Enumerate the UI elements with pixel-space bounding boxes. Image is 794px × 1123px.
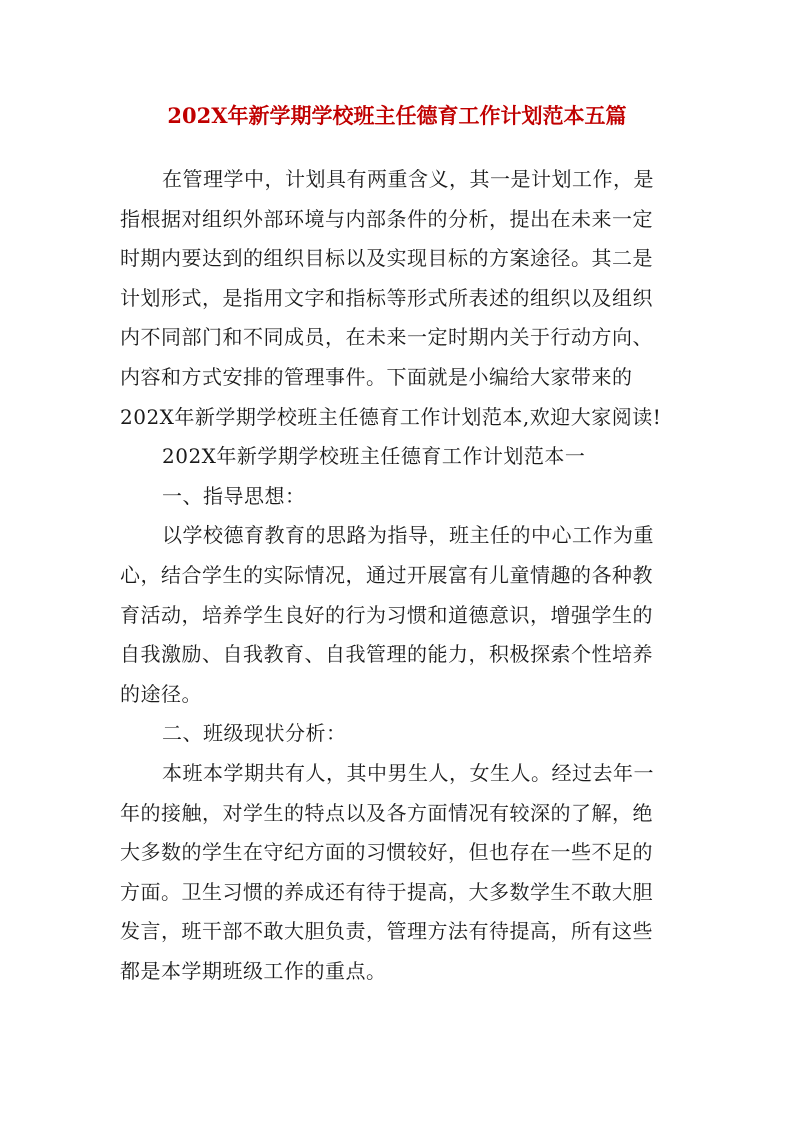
paragraph-line: 时期内要达到的组织目标以及实现目标的方案途径。其二是: [120, 246, 653, 271]
paragraph-line: 大多数的学生在守纪方面的习惯较好，但也存在一些不足的: [120, 840, 653, 865]
paragraph-line: 以学校德育教育的思路为指导，班主任的中心工作为重: [162, 523, 654, 548]
paragraph-line: 发言，班干部不敢大胆负责，管理方法有待提高，所有这些: [120, 919, 653, 944]
paragraph-line: 指根据对组织外部环境与内部条件的分析，提出在未来一定: [120, 206, 653, 231]
section-heading: 202X年新学期学校班主任德育工作计划范本一: [162, 444, 586, 469]
paragraph-line: 育活动，培养学生良好的行为习惯和道德意识，增强学生的: [120, 602, 653, 627]
paragraph-line: 计划形式，是指用文字和指标等形式所表述的组织以及组织: [120, 285, 653, 310]
paragraph-line: 本班本学期共有人，其中男生人，女生人。经过去年一: [162, 760, 654, 785]
document-title: 202X年新学期学校班主任德育工作计划范本五篇: [167, 103, 627, 128]
paragraph-line: 内容和方式安排的管理事件。下面就是小编给大家带来的: [120, 364, 633, 389]
paragraph-line: 内不同部门和不同成员，在未来一定时期内关于行动方向、: [120, 325, 653, 350]
paragraph-line: 自我激励、自我教育、自我管理的能力，积极探索个性培养: [120, 642, 653, 667]
document-body: [120, 160, 675, 991]
section-heading: 二、班级现状分析：: [162, 721, 347, 746]
section-heading: 一、指导思想：: [162, 483, 306, 508]
paragraph-line: 在管理学中，计划具有两重含义，其一是计划工作，是: [162, 167, 654, 191]
paragraph-line: 202X年新学期学校班主任德育工作计划范本,欢迎大家阅读!: [120, 404, 662, 429]
paragraph-line: 的途径。: [120, 681, 202, 706]
paragraph-line: 都是本学期班级工作的重点。: [120, 958, 387, 983]
paragraph-line: 方面。卫生习惯的养成还有待于提高，大多数学生不敢大胆: [120, 879, 653, 904]
paragraph-line: 年的接触，对学生的特点以及各方面情况有较深的了解，绝: [120, 800, 653, 825]
paragraph-line: 心，结合学生的实际情况，通过开展富有儿童情趣的各种教: [120, 562, 653, 587]
